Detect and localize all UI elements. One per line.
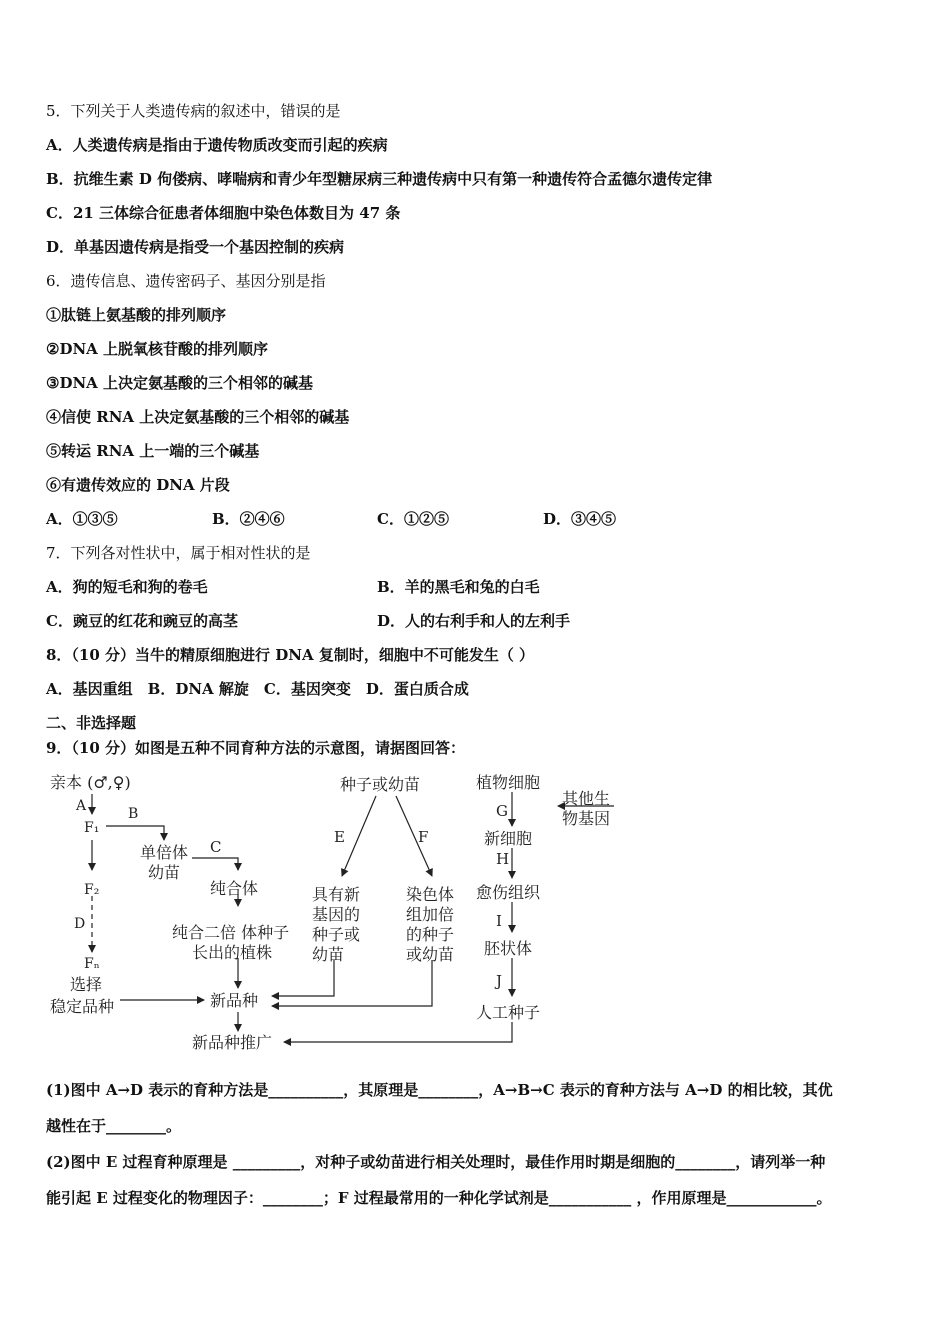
step-f: F: [418, 828, 429, 846]
step-g: G: [496, 802, 508, 820]
q7-option-a: A．狗的短毛和狗的卷毛: [46, 578, 208, 596]
polyploid-line2: 组加倍: [406, 905, 455, 924]
fn-label: Fₙ: [84, 956, 100, 972]
q9-part2-line2: 能引起 E 过程变化的物理因子：________；F 过程最常用的一种化学试剂是___________ ，作用原理是____________。: [46, 1189, 832, 1207]
step-a: A: [76, 798, 87, 814]
q9-part2: [46, 1144, 906, 1216]
f1-label: F₁: [84, 820, 100, 836]
artificial-seed-label: 人工种子: [476, 1003, 541, 1022]
plant-cell-label: 植物细胞: [476, 773, 541, 792]
other-gene-line1: 其他生: [562, 789, 611, 808]
q5-option-b: B．抗维生素 D 佝偻病、哮喘病和青少年型糖尿病三种遗传病中只有第一种遗传符合孟德尔遗传定律: [46, 170, 713, 188]
polyploid-line4: 或幼苗: [406, 945, 455, 964]
polyploid-line1: 染色体: [406, 885, 455, 904]
q7-option-c: C．豌豆的红花和豌豆的高茎: [46, 612, 238, 630]
q9-part1-line2: 越性在于________。: [46, 1117, 182, 1135]
new-variety-label: 新品种: [210, 991, 259, 1010]
select-line1: 选择: [70, 975, 103, 994]
polyploid-line3: 的种子: [406, 925, 455, 944]
pure-line-label: 纯合体: [210, 879, 259, 898]
q8-stem: 8．（10 分）当牛的精原细胞进行 DNA 复制时，细胞中不可能发生（ ）: [46, 646, 535, 664]
mutant-line1: 具有新: [312, 885, 361, 904]
mutant-line2: 基因的: [312, 905, 361, 924]
pure-plant-line2: 长出的植株: [192, 943, 273, 962]
seed-label: 种子或幼苗: [340, 775, 421, 794]
q7-option-d: D．人的右利手和人的左利手: [377, 612, 571, 630]
promotion-label: 新品种推广: [192, 1033, 273, 1052]
breeding-diagram: [44, 766, 684, 1058]
section-heading: 二、非选择题: [46, 714, 137, 732]
haploid-line2: 幼苗: [148, 863, 181, 882]
q9-stem: 9．（10 分）如图是五种不同育种方法的示意图，请据图回答：: [46, 739, 466, 757]
step-e: E: [334, 828, 345, 846]
q5-option-a: A．人类遗传病是指由于遗传物质改变而引起的疾病: [46, 136, 388, 154]
q6-option-d: D．③④⑤: [543, 510, 617, 528]
new-cell-label: 新细胞: [484, 829, 533, 848]
q7-option-b: B．羊的黑毛和兔的白毛: [377, 578, 540, 596]
q6-item-4: ④信使 RNA 上决定氨基酸的三个相邻的碱基: [46, 408, 350, 426]
q6-stem: 6．遗传信息、遗传密码子、基因分别是指: [46, 272, 326, 290]
q6-option-c: C．①②⑤: [377, 510, 449, 528]
pure-plant-line1: 纯合二倍 体种子: [172, 923, 290, 942]
step-b: B: [128, 806, 139, 822]
q5-stem: 5．下列关于人类遗传病的叙述中，错误的是: [46, 102, 341, 120]
q5-option-d: D．单基因遗传病是指受一个基因控制的疾病: [46, 238, 345, 256]
q6-option-a: A．①③⑤: [46, 510, 118, 528]
q6-item-2: ②DNA 上脱氧核苷酸的排列顺序: [46, 340, 269, 358]
haploid-line1: 单倍体: [140, 843, 189, 862]
mutant-line4: 幼苗: [312, 945, 345, 964]
q6-item-6: ⑥有遗传效应的 DNA 片段: [46, 476, 230, 494]
other-gene-line2: 物基因: [562, 809, 611, 828]
select-line2: 稳定品种: [50, 997, 115, 1016]
q9-part1-line1: (1)图中 A→D 表示的育种方法是__________，其原理是________，A→B→C 表示的育种方法与 A→D 的相比较，其优: [46, 1081, 833, 1099]
q9-part2-line1: (2)图中 E 过程育种原理是 _________，对种子或幼苗进行相关处理时，最佳作用时期是细胞的________，请列举一种: [46, 1153, 826, 1171]
mutant-line3: 种子或: [312, 925, 361, 944]
step-i: I: [496, 912, 502, 930]
step-j: J: [496, 972, 503, 990]
q6-item-5: ⑤转运 RNA 上一端的三个碱基: [46, 442, 260, 460]
f2-label: F₂: [84, 882, 100, 898]
step-c: C: [210, 838, 222, 856]
parent-label: 亲本 (♂,♀): [50, 773, 131, 792]
q5-option-c: C．21 三体综合征患者体细胞中染色体数目为 47 条: [46, 204, 401, 222]
callus-label: 愈伤组织: [476, 883, 541, 902]
embryoid-label: 胚状体: [484, 939, 533, 958]
q7-stem: 7．下列各对性状中，属于相对性状的是: [46, 544, 311, 562]
step-h: H: [496, 850, 510, 868]
q6-option-b: B．②④⑥: [212, 510, 285, 528]
q6-item-1: ①肽链上氨基酸的排列顺序: [46, 306, 227, 324]
q6-item-3: ③DNA 上决定氨基酸的三个相邻的碱基: [46, 374, 314, 392]
q8-options: A．基因重组 B．DNA 解旋 C．基因突变 D．蛋白质合成: [46, 680, 469, 698]
q9-part1: [46, 1072, 906, 1144]
step-d: D: [74, 916, 86, 932]
